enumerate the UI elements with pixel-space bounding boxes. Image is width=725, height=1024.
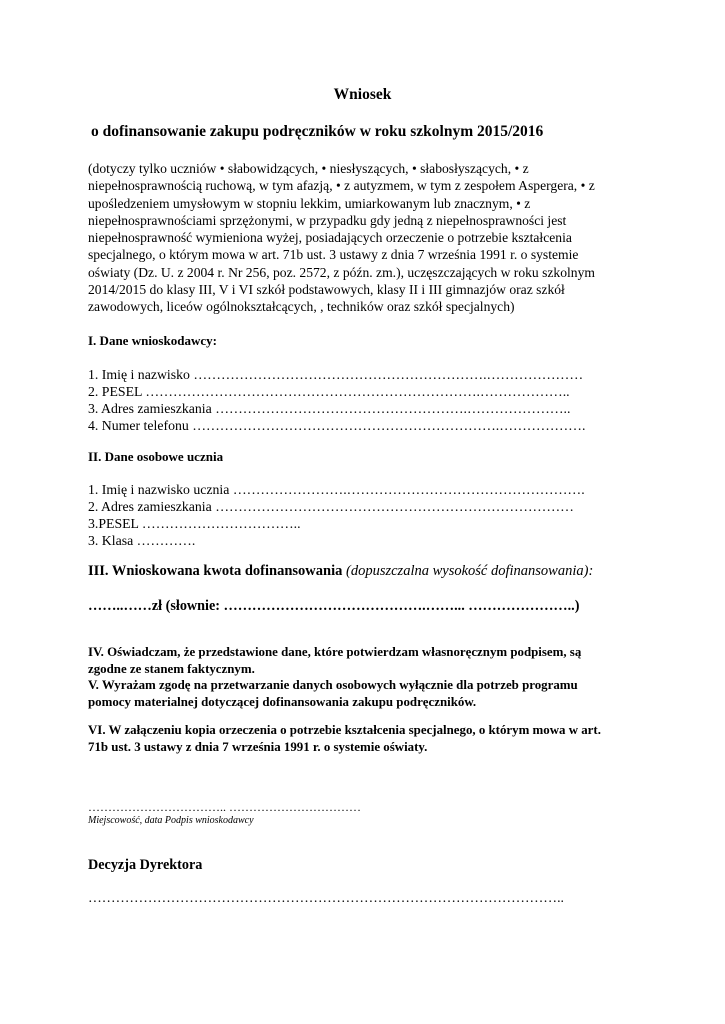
section-3-title: III. Wnioskowana kwota dofinansowania <box>88 563 343 579</box>
student-address-field[interactable]: 2. Adres zamieszkania …………………………………………………………………… <box>88 499 574 514</box>
student-class-field[interactable]: 3. Klasa …………. <box>88 533 196 548</box>
section-1-fields <box>88 366 585 434</box>
attachment-block <box>88 722 648 755</box>
intro-line: niepełnosprawnością ruchową, w tym afazją, • z autyzmem, w tym z zespołem Aspergera, • z <box>88 178 595 194</box>
intro-paragraph <box>88 160 648 316</box>
declaration-line: V. Wyrażam zgodę na przetwarzanie danych osobowych wyłącznie dla potrzeb programu <box>88 678 578 692</box>
signature-field[interactable]: …………………………….. …………………………… <box>88 800 361 814</box>
amount-field[interactable]: ……..……zł (słownie: …………………………………….……... …………………..) <box>88 598 580 614</box>
intro-line: niepełnosprawność wymieniona wyżej, posiadających orzeczenie o potrzebie kształcenia <box>88 230 572 246</box>
declaration-line: zgodne ze stanem faktycznym. <box>88 661 255 676</box>
student-name-field[interactable]: 1. Imię i nazwisko ucznia …………………….……………………………………………. <box>88 482 585 497</box>
decision-field[interactable]: ………………………………………………………………………………………….. <box>88 890 564 905</box>
applicant-name-field[interactable]: 1. Imię i nazwisko ……………………………………………………….………………… <box>88 367 584 382</box>
declaration-block <box>88 644 648 710</box>
intro-line: specjalnego, o którym mowa w art. 71b ust. 3 ustawy z dnia 7 września 1991 r. o systemie <box>88 247 579 263</box>
attachment-line: VI. W załączeniu kopia orzeczenia o potrzebie kształcenia specjalnego, o którym mowa w art. <box>88 723 601 737</box>
intro-line: (dotyczy tylko uczniów • słabowidzących, • niesłyszących, • słabosłyszących, • z <box>88 161 529 176</box>
applicant-phone-field[interactable]: 4. Numer telefonu ………………………………………………………….………………. <box>88 418 586 433</box>
section-3-heading <box>88 563 593 580</box>
applicant-pesel-field[interactable]: 2. PESEL ……………………………………………………………….……………….. <box>88 384 570 399</box>
section-1-heading: I. Dane wnioskodawcy: <box>88 333 217 348</box>
section-2-heading: II. Dane osobowe ucznia <box>88 449 224 464</box>
intro-line: oświaty (Dz. U. z 2004 r. Nr 256, poz. 2572, z późn. zm.), uczęszczających w roku szkolnym <box>88 264 595 280</box>
decision-heading: Decyzja Dyrektora <box>88 857 203 873</box>
student-pesel-field[interactable]: 3.PESEL …………………………….. <box>88 516 301 531</box>
section-2-fields <box>88 481 585 549</box>
intro-line: niepełnosprawnościami sprzężonymi, w przypadku gdy jedną z niepełnosprawności jest <box>88 212 567 228</box>
intro-line: zawodowych, liceów ogólnokształcących, , techników oraz szkół specjalnych) <box>88 299 515 315</box>
attachment-line: 71b ust. 3 ustawy z dnia 7 września 1991 r. o systemie oświaty. <box>88 739 428 754</box>
declaration-line: pomocy materialnej dotyczącej dofinansowania zakupu podręczników. <box>88 694 477 709</box>
applicant-address-field[interactable]: 3. Adres zamieszkania ……………………………………………….………………….. <box>88 401 571 416</box>
document-subtitle: o dofinansowanie zakupu podręczników w roku szkolnym 2015/2016 <box>91 123 544 140</box>
section-3-note: (dopuszczalna wysokość dofinansowania): <box>346 563 594 579</box>
intro-line: upośledzeniem umysłowym w stopniu lekkim, umiarkowanym lub znacznym, • z <box>88 195 531 211</box>
declaration-line: IV. Oświadczam, że przedstawione dane, które potwierdzam własnoręcznym podpisem, są <box>88 645 582 659</box>
intro-line: 2014/2015 do klasy III, V i VI szkół podstawowych, klasy II i III gimnazjów oraz szkół <box>88 282 565 298</box>
signature-caption: Miejscowość, data Podpis wnioskodawcy <box>88 815 254 826</box>
document-title: Wniosek <box>333 86 392 103</box>
